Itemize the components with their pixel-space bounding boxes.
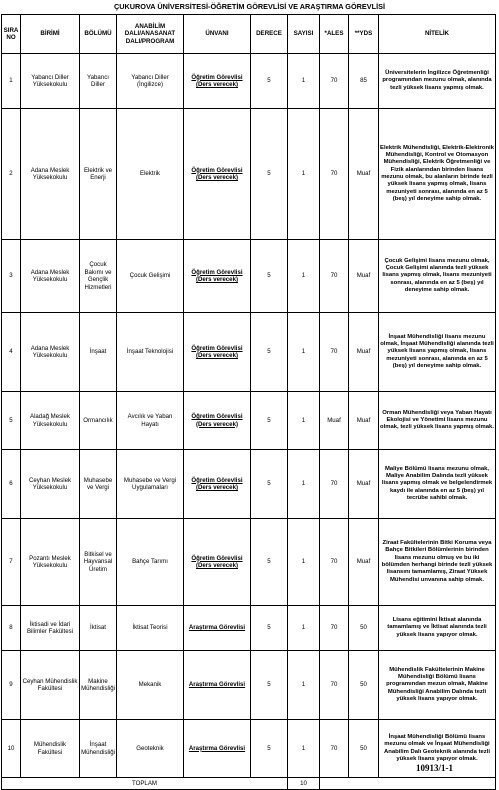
header-row bbox=[2, 15, 496, 54]
cell-bolumu: İnşaat bbox=[80, 313, 117, 392]
cell-nitelik: Orman Mühendisliği veya Yaban Hayatı Ekolojisi ve Yönetimi lisans mezunu olmak, tezli yüksek lisans yapmış olmak. bbox=[379, 392, 496, 450]
cell-anabilim: Mekanik bbox=[117, 651, 184, 720]
total-row bbox=[2, 778, 496, 790]
cell-bolumu: Yabancı Diller bbox=[80, 54, 117, 109]
document-number: 10913/1-1 bbox=[416, 763, 453, 773]
cell-nitelik: Maliye Bölümü lisans mezunu olmak, Maliye Anabilim Dalında tezli yüksek lisans yapmış olmak ve belgelendirmek kaydı ile alanında en az 5 (beş) yıl tecrübe sahibi olmak. bbox=[379, 450, 496, 519]
cell-ales: 70 bbox=[320, 109, 349, 240]
table-row bbox=[2, 313, 496, 392]
cell-yds: 50 bbox=[349, 720, 379, 778]
unvan-title: Öğretim Görevlisi bbox=[191, 413, 243, 420]
total-label: TOPLAM bbox=[2, 778, 288, 790]
cell-derece: 5 bbox=[251, 54, 288, 109]
cell-ales: 70 bbox=[320, 313, 349, 392]
cell-unvani bbox=[184, 54, 251, 109]
unvan-note: (Ders verecek) bbox=[195, 420, 238, 428]
unvan-note: (Ders verecek) bbox=[195, 276, 238, 283]
cell-bolumu: Bitkisel ve Hayvansal Üretim bbox=[80, 519, 117, 606]
header-derece: DERECE bbox=[251, 15, 288, 54]
unvan-note: (Ders verecek) bbox=[195, 352, 238, 359]
cell-derece: 5 bbox=[251, 240, 288, 313]
cell-birimi: Ceyhan Meslek Yüksekokulu bbox=[21, 450, 80, 519]
cell-sayisi: 1 bbox=[288, 519, 320, 606]
cell-nitelik: Elektrik Mühendisliği, Elektrik-Elektronik Mühendisliği, Kontrol ve Otomasyon Mühendisliği, Elektrik Öğretmenliği ve Fizik alanlarından birinden lisans mezunu olmak, bu alanların birinde tezli yüksek lisans yapmış olmak, lisans mezuniyeti sonrası, alanında en az 5 (beş) yıl deneyime sahip olmak. bbox=[379, 109, 496, 240]
cell-sayisi: 1 bbox=[288, 240, 320, 313]
cell-yds: 50 bbox=[349, 651, 379, 720]
cell-sayisi: 1 bbox=[288, 54, 320, 109]
header-birimi: BİRİMİ bbox=[21, 15, 80, 54]
cell-nitelik: Mühendislik Fakültelerinin Makine Mühendisliği Bölümü lisans programından mezun olmak, Makine Mühendisliği Anabilim Dalında tezli yüksek lisans yapıyor olmak. bbox=[379, 651, 496, 720]
cell-unvani bbox=[184, 240, 251, 313]
cell-sira-no: 8 bbox=[2, 606, 21, 651]
unvan-title: Öğretim Görevlisi bbox=[191, 476, 243, 484]
cell-nitelik: İnşaat Mühendisliği lisans mezunu olmak, İnşaat Mühendisliği alanında tezli yüksek lisans yapmış olmak, lisans mezuniyeti sonrası, alanında en az 5 (beş) yıl deneyime sahip olmak. bbox=[379, 313, 496, 392]
cell-sira-no: 9 bbox=[2, 651, 21, 720]
cell-sira-no: 7 bbox=[2, 519, 21, 606]
unvan-title: Öğretim Görevlisi bbox=[191, 554, 243, 562]
cell-sira-no: 1 bbox=[2, 54, 21, 109]
cell-birimi: Adana Meslek Yüksekokulu bbox=[21, 313, 80, 392]
table-row bbox=[2, 54, 496, 109]
cell-nitelik: İnşaat Mühendisliği Bölümü lisans mezunu olmak ve İnşaat Mühendisliği Anabilim Dalı Geoteknik alanında tezli yüksek lisans yapıyor olmak. bbox=[379, 720, 496, 778]
cell-birimi: Ceyhan Mühendislik Fakültesi bbox=[21, 651, 80, 720]
cell-yds: Muaf bbox=[349, 392, 379, 450]
header-bolumu: BÖLÜMÜ bbox=[80, 15, 117, 54]
cell-ales: 70 bbox=[320, 606, 349, 651]
cell-sayisi: 1 bbox=[288, 392, 320, 450]
cell-bolumu: İnşaat Mühendisliği bbox=[80, 720, 117, 778]
cell-sira-no: 4 bbox=[2, 313, 21, 392]
unvan-title: Öğretim Görevlisi bbox=[191, 166, 243, 174]
cell-ales: 70 bbox=[320, 519, 349, 606]
cell-ales: 70 bbox=[320, 651, 349, 720]
unvan-title: Öğretim Görevlisi bbox=[191, 268, 243, 276]
cell-anabilim: Çocuk Gelişimi bbox=[117, 240, 184, 313]
cell-derece: 5 bbox=[251, 606, 288, 651]
cell-unvani bbox=[184, 720, 251, 778]
cell-sayisi: 1 bbox=[288, 720, 320, 778]
cell-derece: 5 bbox=[251, 519, 288, 606]
cell-yds: Muaf bbox=[349, 109, 379, 240]
cell-anabilim: Bahçe Tarımı bbox=[117, 519, 184, 606]
cell-derece: 5 bbox=[251, 109, 288, 240]
cell-unvani bbox=[184, 392, 251, 450]
cell-anabilim: Yabancı Diller (İngilizce) bbox=[117, 54, 184, 109]
cell-ales: 70 bbox=[320, 450, 349, 519]
table-row bbox=[2, 109, 496, 240]
cell-bolumu: Muhasebe ve Vergi bbox=[80, 450, 117, 519]
cell-unvani bbox=[184, 651, 251, 720]
cell-sira-no: 5 bbox=[2, 392, 21, 450]
cell-sayisi: 1 bbox=[288, 651, 320, 720]
cell-sira-no: 6 bbox=[2, 450, 21, 519]
cell-sayisi: 1 bbox=[288, 606, 320, 651]
unvan-title: Öğretim Görevlisi bbox=[191, 344, 243, 352]
cell-anabilim: Avcılık ve Yaban Hayatı bbox=[117, 392, 184, 450]
cell-unvani bbox=[184, 109, 251, 240]
cell-derece: 5 bbox=[251, 720, 288, 778]
cell-yds: Muaf bbox=[349, 313, 379, 392]
cell-anabilim: Geoteknik bbox=[117, 720, 184, 778]
cell-bolumu: Çocuk Bakımı ve Gençlik Hizmetleri bbox=[80, 240, 117, 313]
cell-birimi: Adana Meslek Yüksekokulu bbox=[21, 109, 80, 240]
unvan-note: (Ders verecek) bbox=[195, 562, 238, 569]
unvan-title: Öğretim Görevlisi bbox=[191, 73, 243, 81]
cell-sira-no: 2 bbox=[2, 109, 21, 240]
cell-sayisi: 1 bbox=[288, 450, 320, 519]
cell-bolumu: Elektrik ve Enerji bbox=[80, 109, 117, 240]
positions-table bbox=[1, 14, 496, 790]
header-anabilim: ANABİLİM DALI/ANASANAT DALI/PROGRAM bbox=[117, 15, 184, 54]
cell-yds: Muaf bbox=[349, 519, 379, 606]
document-title: ÇUKUROVA ÜNİVERSİTESİ-ÖĞRETİM GÖREVLİSİ VE ARAŞTIRMA GÖREVLİSİ bbox=[113, 2, 386, 11]
cell-birimi: Adana Meslek Yüksekokulu bbox=[21, 240, 80, 313]
cell-anabilim: Elektrik bbox=[117, 109, 184, 240]
cell-yds: 50 bbox=[349, 606, 379, 651]
cell-sayisi: 1 bbox=[288, 109, 320, 240]
cell-ales: 70 bbox=[320, 720, 349, 778]
cell-anabilim: İnşaat Teknolojisi bbox=[117, 313, 184, 392]
cell-ales: Muaf bbox=[320, 392, 349, 450]
cell-sira-no: 3 bbox=[2, 240, 21, 313]
cell-derece: 5 bbox=[251, 392, 288, 450]
cell-anabilim: İktisat Teorisi bbox=[117, 606, 184, 651]
cell-derece: 5 bbox=[251, 651, 288, 720]
cell-sayisi: 1 bbox=[288, 313, 320, 392]
unvan-note: (Ders verecek) bbox=[195, 174, 238, 181]
cell-birimi: Pozantı Meslek Yüksekokulu bbox=[21, 519, 80, 606]
cell-nitelik: Lisans eğitimini İktisat alanında tamamlamış ve İktisat alanında tezli yüksek lisans yapıyor olmak. bbox=[379, 606, 496, 651]
cell-yds: 85 bbox=[349, 54, 379, 109]
total-filler bbox=[320, 778, 496, 790]
cell-nitelik: Üniversitelerin İngilizce Öğretmenliği programından mezunu olmak, alanında tezli yüksek lisans yapmış olmak. bbox=[379, 54, 496, 109]
unvan-note: (Ders verecek) bbox=[195, 484, 238, 491]
total-value: 10 bbox=[288, 778, 320, 790]
cell-unvani bbox=[184, 519, 251, 606]
cell-birimi: İktisadi ve İdari Bilimler Fakültesi bbox=[21, 606, 80, 651]
cell-yds: Muaf bbox=[349, 240, 379, 313]
table-row bbox=[2, 606, 496, 651]
cell-anabilim: Muhasebe ve Vergi Uygulamaları bbox=[117, 450, 184, 519]
table-row bbox=[2, 240, 496, 313]
cell-nitelik: Ziraat Fakültelerinin Bitki Koruma veya Bahçe Bitkileri Bölümlerinin birinden lisans mezunu olmuş ve bu iki bölümden herhangi birinde tezli yüksek lisansını tamamlamış, Ziraat Yüksek Mühendisi unvanına sahip olmak. bbox=[379, 519, 496, 606]
unvan-title: Araştırma Görevlisi bbox=[188, 681, 246, 689]
cell-bolumu: Ormancılık bbox=[80, 392, 117, 450]
unvan-note: (Ders verecek) bbox=[195, 81, 238, 88]
cell-birimi: Mühendislik Fakültesi bbox=[21, 720, 80, 778]
cell-derece: 5 bbox=[251, 313, 288, 392]
cell-bolumu: Makine Mühendisliği bbox=[80, 651, 117, 720]
cell-unvani bbox=[184, 606, 251, 651]
cell-unvani bbox=[184, 313, 251, 392]
table-row bbox=[2, 392, 496, 450]
table-row bbox=[2, 519, 496, 606]
header-unvani: ÜNVANI bbox=[184, 15, 251, 54]
header-sira-no: SIRA NO bbox=[2, 15, 21, 54]
cell-sira-no: 10 bbox=[2, 720, 21, 778]
header-nitelik: NİTELİK bbox=[379, 15, 496, 54]
cell-unvani bbox=[184, 450, 251, 519]
cell-ales: 70 bbox=[320, 54, 349, 109]
cell-ales: 70 bbox=[320, 240, 349, 313]
unvan-title: Araştırma Görevlisi bbox=[188, 744, 246, 752]
unvan-title: Araştırma Görevlisi bbox=[188, 624, 246, 632]
cell-bolumu: İktisat bbox=[80, 606, 117, 651]
cell-birimi: Aladağ Meslek Yüksekokulu bbox=[21, 392, 80, 450]
table-row bbox=[2, 651, 496, 720]
table-row bbox=[2, 450, 496, 519]
header-sayisi: SAYISI bbox=[288, 15, 320, 54]
cell-birimi: Yabancı Diller Yüksekokulu bbox=[21, 54, 80, 109]
cell-derece: 5 bbox=[251, 450, 288, 519]
cell-nitelik: Çocuk Gelişimi lisans mezunu olmak, Çocuk Gelişimi alanında tezli yüksek lisans yapmış olmak, lisans mezuniyeti sonrası, alanında en az 5 (beş) yıl deneyime sahip olmak. bbox=[379, 240, 496, 313]
cell-yds: Muaf bbox=[349, 450, 379, 519]
header-yds: **YDS bbox=[349, 15, 379, 54]
header-ales: *ALES bbox=[320, 15, 349, 54]
